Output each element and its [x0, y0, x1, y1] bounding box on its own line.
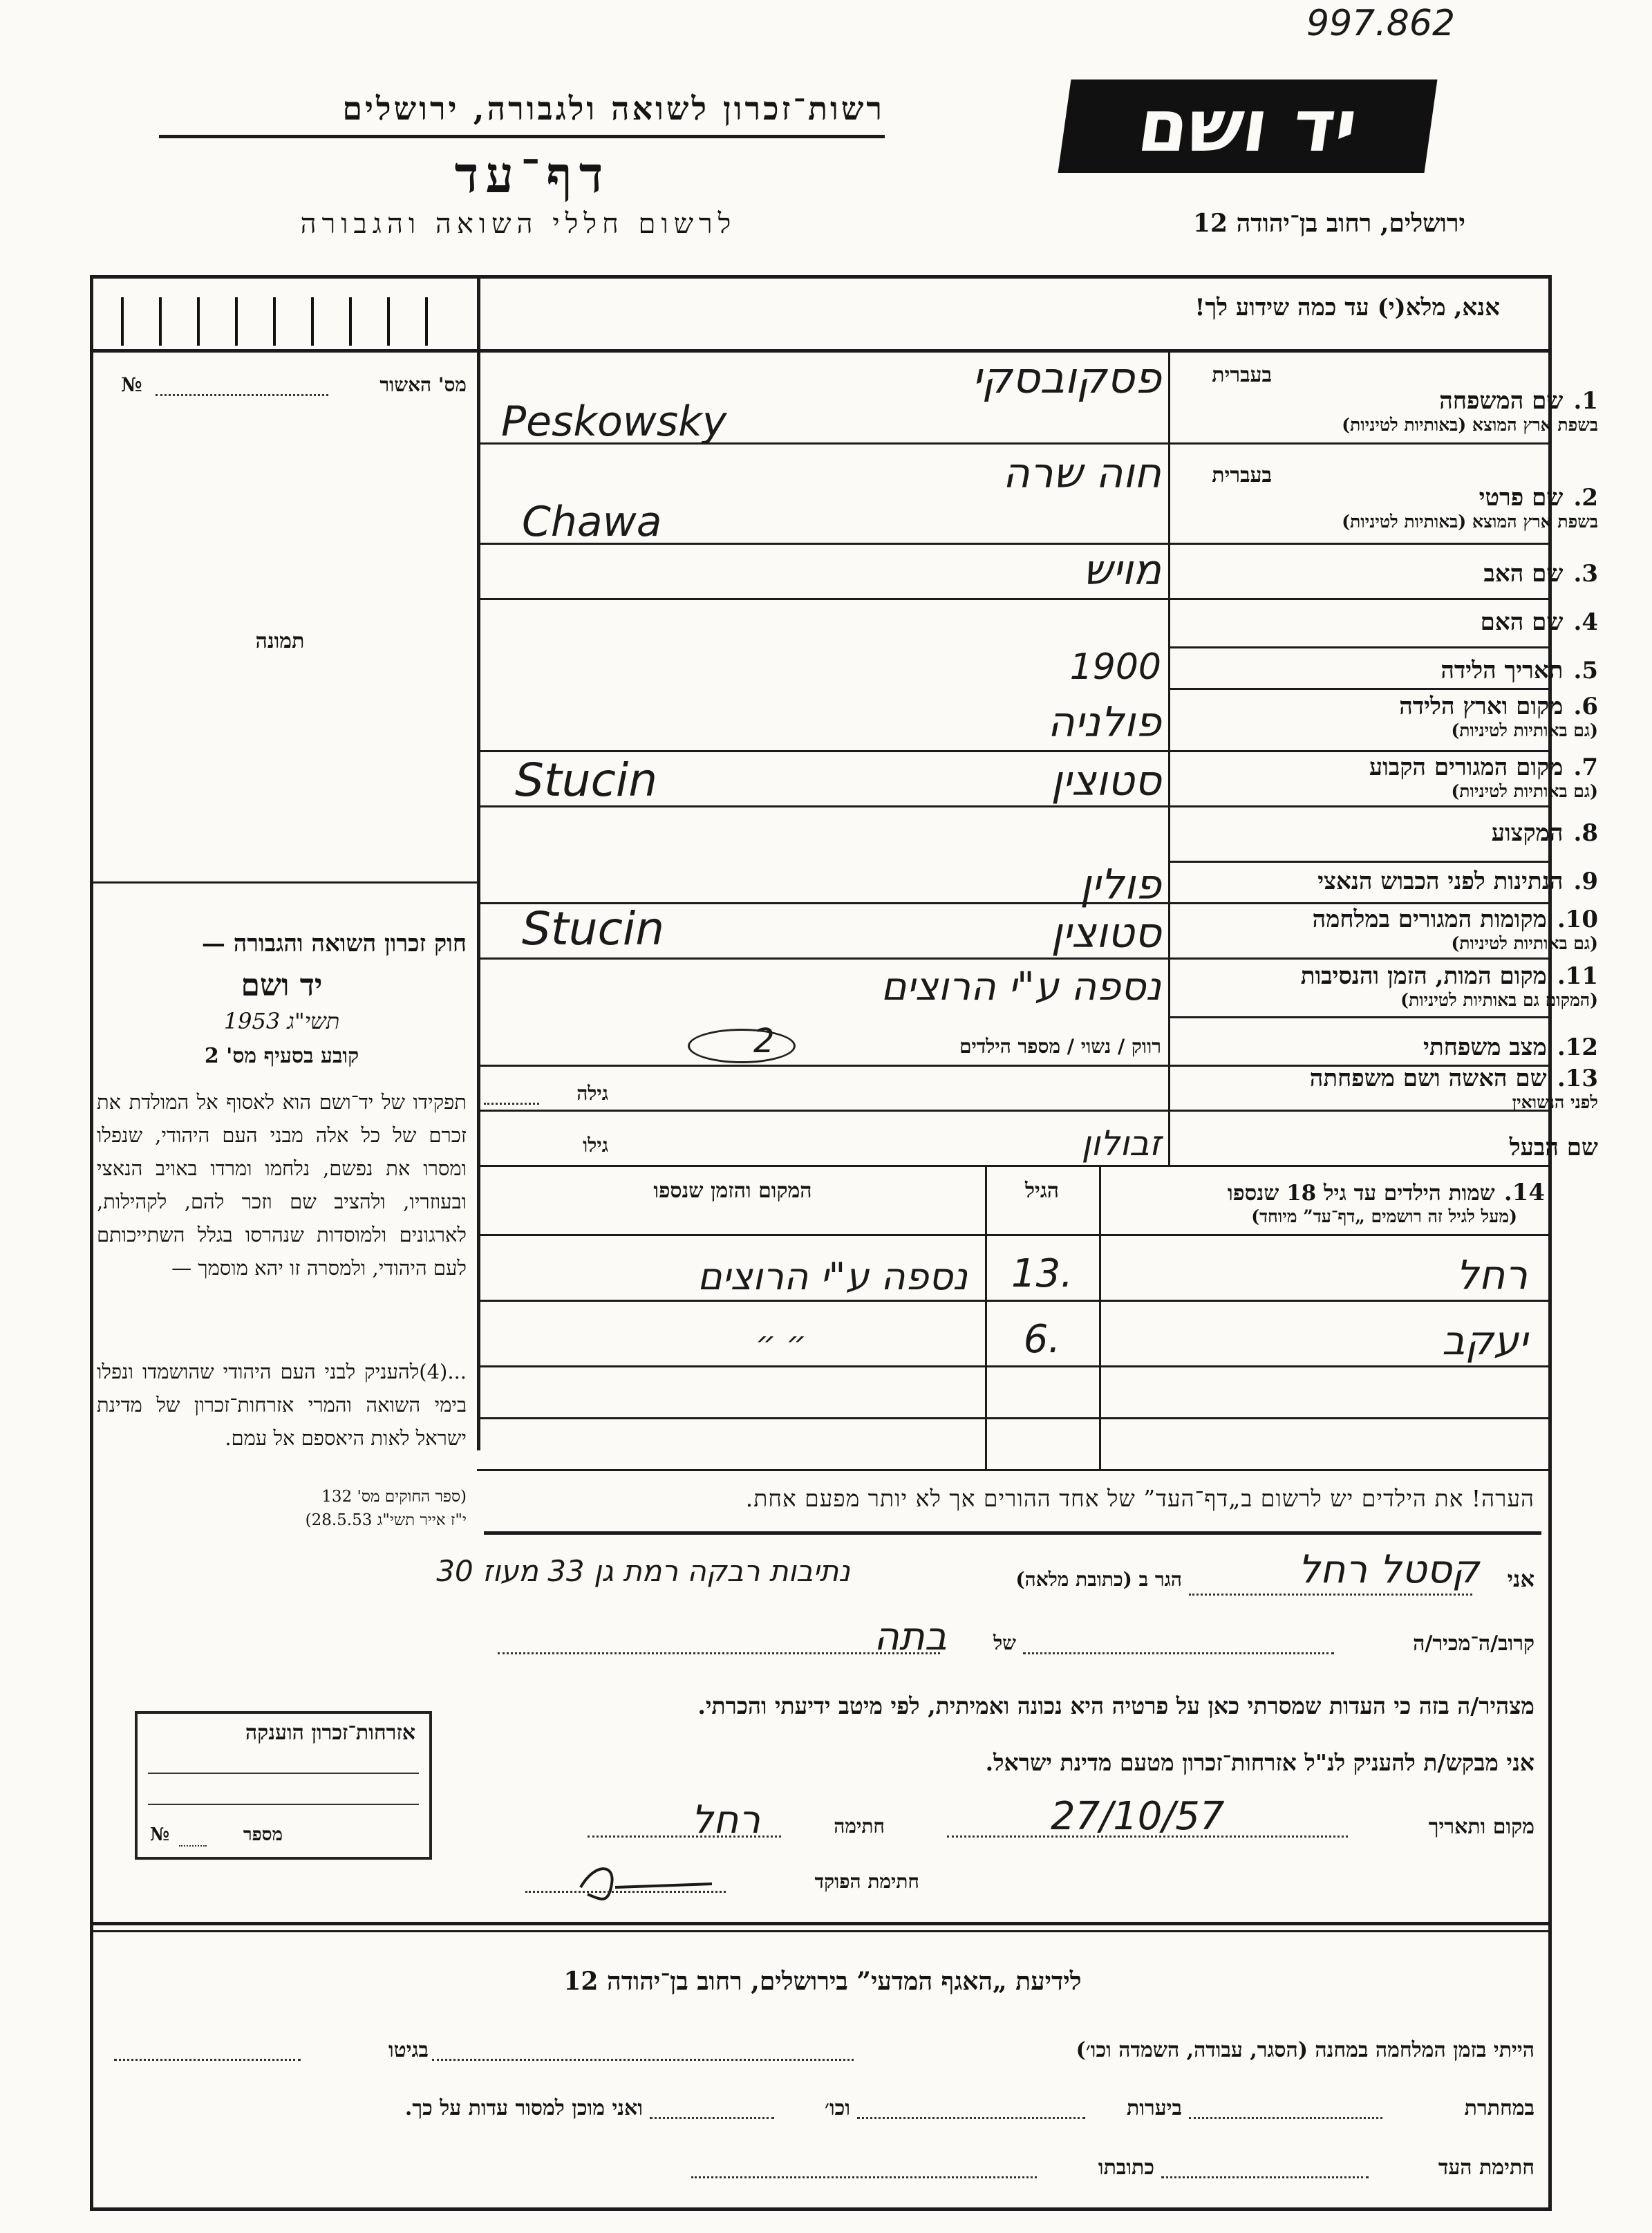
- inspector-signature-scribble: [574, 1860, 719, 1901]
- field-4-label: שם האם: [1480, 608, 1564, 636]
- certificate-box: [135, 1711, 432, 1860]
- children-header-name-text: שמות הילדים עד גיל 18 שנספו: [1227, 1181, 1495, 1206]
- field-5-num: 5.: [1573, 657, 1598, 684]
- decl-statement: מצהיר/ה בזה כי העדות שמסרתי כאן על פרטיה היא נכונה ואמיתית, לפי מיטב ידיעתי והכרתי.: [697, 1692, 1534, 1719]
- row-rule-11: [1168, 1016, 1552, 1018]
- decl-relation-label: קרוב/ה־מכיר/ה: [1413, 1632, 1534, 1656]
- law-reference-1: (ספר החוקים מס' 132: [321, 1488, 467, 1506]
- children-bottom-rule: [477, 1469, 1552, 1471]
- field-12-value[interactable]: 2: [753, 1022, 775, 1061]
- footer-line2-c: וכו׳: [825, 2096, 850, 2120]
- field-2-value-hebrew[interactable]: חוה שרה: [1002, 449, 1161, 498]
- decl-relation-value[interactable]: בתה: [874, 1614, 947, 1659]
- field-marital-status-label: [1273, 1034, 1598, 1061]
- field-6-value[interactable]: פולניה: [1047, 698, 1161, 747]
- footer-top-rule-2: [90, 1930, 1552, 1932]
- field-12-label: מצב משפחתי: [1423, 1034, 1547, 1061]
- footer-line2-blank-3[interactable]: [650, 2117, 774, 2119]
- field-3-num: 3.: [1573, 560, 1598, 588]
- note-bottom-rule: [484, 1531, 1541, 1535]
- field-9-num: 9.: [1573, 868, 1598, 895]
- children-divider-right: [1099, 1165, 1101, 1469]
- decl-of-label: של: [993, 1632, 1016, 1654]
- children-divider-left: [985, 1165, 987, 1469]
- field-7-sub: (גם באותיות לטיניות): [1451, 781, 1598, 801]
- approval-number-line: [156, 394, 328, 396]
- footer-line2-blank-2[interactable]: [857, 2117, 1085, 2119]
- decl-name-value[interactable]: קסטל רחל: [1297, 1547, 1479, 1592]
- field-family-name-label: [1273, 387, 1598, 436]
- law-logo: יד ושם: [241, 968, 323, 1003]
- field-13-num: 13.: [1557, 1065, 1598, 1092]
- field-father-name-label: [1273, 560, 1598, 588]
- footer-line3-b: כתובתו: [1098, 2156, 1154, 2180]
- footer-line2-b: ביערות: [1126, 2096, 1182, 2120]
- row-rule-4: [1168, 646, 1552, 648]
- form-title: דף־עד: [454, 145, 610, 204]
- number-ticks: [121, 297, 467, 346]
- field-citizenship-label: [1273, 868, 1598, 895]
- decl-request: אני מבקש/ת להעניק לנ"ל אזרחות־זכרון מטעם מדינת ישראל.: [985, 1749, 1534, 1776]
- yad-vashem-logo: [1058, 80, 1438, 173]
- children-header-name: [1106, 1179, 1545, 1227]
- field-8-num: 8.: [1573, 819, 1598, 847]
- law-reference-2: י"ז אייר תשי"ג 28.5.53): [305, 1511, 467, 1529]
- child-1-place[interactable]: נספה ע"י הרוצים: [697, 1255, 968, 1298]
- field-10-num: 10.: [1557, 906, 1598, 933]
- authority-underline: [159, 135, 885, 138]
- field-1-value-latin[interactable]: Peskowsky: [501, 398, 727, 446]
- field-residence-label: [1273, 754, 1598, 802]
- row-rule-14: [477, 1165, 1552, 1167]
- archive-number: 997.862: [1306, 3, 1456, 44]
- decl-signature-value[interactable]: רחל: [691, 1797, 760, 1842]
- field-2-hebrew-tag: בעברית: [1212, 463, 1272, 487]
- decl-of-line: [498, 1652, 940, 1654]
- child-1-name[interactable]: רחל: [1456, 1251, 1528, 1298]
- law-body: תפקידו של יד־ושם הוא לאסוף אל המולדת את זכרם של כל אלה מבני העם היהודי, שנפלו ומסרו את נפשם, נלחמו ומרדו באויב הנאצי ובעוזריו, ולהציב שם וזכר להם, לקהילות, לארגונים ולמוסדות שנהרסו בגלל השתייכותם לעם היהודי, ולמסרה זו יהא מוסמך —: [97, 1090, 467, 1280]
- field-10-label: מקומות המגורים במלחמה: [1312, 906, 1547, 933]
- certificate-line-1: [148, 1773, 419, 1774]
- child-1-age[interactable]: 13.: [1011, 1251, 1073, 1296]
- footer-line1-a: הייתי בזמן המלחמה במחנה (הסגר, עבודה, השמדה וכו׳): [1076, 2038, 1534, 2062]
- decl-signature-line: [588, 1835, 781, 1838]
- footer-top-rule: [90, 1922, 1552, 1925]
- field-10-value[interactable]: סטוצין: [1051, 909, 1161, 957]
- field-1-num: 1.: [1573, 387, 1598, 415]
- certificate-number-line[interactable]: [179, 1845, 207, 1847]
- field-2-sub: בשפת ארץ המוצא (באותיות לטיניות): [1342, 512, 1598, 532]
- field-11-value[interactable]: נספה ע"י הרוצים: [881, 964, 1161, 1009]
- field-12-options: רווק / נשוי / מספר הילדים: [959, 1035, 1161, 1058]
- law-year-hebrew: תשי"ג: [287, 1008, 340, 1034]
- field-1-value-hebrew[interactable]: פסקובסקי: [972, 353, 1161, 403]
- decl-signature-label: חתימה: [834, 1815, 885, 1838]
- field-13-age-label: גילה: [576, 1082, 608, 1105]
- field-2-label: שם פרטי: [1479, 484, 1564, 512]
- decl-place-date-line: [947, 1835, 1348, 1838]
- field-6-num: 6.: [1573, 693, 1598, 720]
- footer-line3-blank-1[interactable]: [1161, 2176, 1369, 2178]
- field-5-value[interactable]: 1900: [1069, 646, 1161, 688]
- children-header-age: הגיל: [1024, 1179, 1060, 1203]
- field-13-age-line[interactable]: [484, 1103, 539, 1105]
- footer-line3-a: חתימת העד: [1438, 2156, 1534, 2180]
- footer-line2-a: במחתרת: [1464, 2096, 1534, 2120]
- law-year: [97, 1008, 467, 1034]
- decl-inspector-label: חתימת הפוקד: [814, 1870, 919, 1893]
- logo-text: יד ושם: [1133, 84, 1363, 168]
- decl-relation-line: [1023, 1652, 1334, 1654]
- field-wartime-residence-label: [1273, 906, 1598, 954]
- field-2-num: 2.: [1573, 484, 1598, 512]
- field-mother-name-label: [1273, 608, 1598, 636]
- certificate-title: אזרחות־זכרון הוענקה: [245, 1721, 415, 1745]
- row-rule-5: [1168, 688, 1552, 690]
- label-column-divider: [1168, 349, 1170, 1165]
- field-wife-name-label: [1273, 1065, 1598, 1113]
- field-occupation-label: [1273, 819, 1598, 847]
- children-header-place: המקום והזמן שנספו: [653, 1179, 812, 1203]
- field-3-label: שם האב: [1483, 560, 1564, 588]
- field-1-label: שם המשפחה: [1439, 387, 1564, 415]
- field-13-sub: לפני הנשואין: [1512, 1092, 1598, 1112]
- law-clause: קובע בסעיף מס' 2: [204, 1044, 359, 1068]
- field-5-label: תאריך הלידה: [1440, 657, 1564, 684]
- decl-i-label: אני: [1507, 1566, 1534, 1592]
- field-4-num: 4.: [1573, 608, 1598, 636]
- field-birth-date-label: [1273, 657, 1598, 684]
- decl-place-date-value[interactable]: 27/10/57: [1051, 1794, 1225, 1839]
- children-row-rule-1: [477, 1300, 1552, 1302]
- field-death-place-label: [1273, 962, 1598, 1011]
- field-12-circle: [688, 1029, 796, 1063]
- photo-label: תמונה: [255, 629, 305, 653]
- decl-address-value[interactable]: נתיבות רבקה רמת גן 33 מעוז 30: [436, 1554, 850, 1588]
- field-husband-age-label: גילו: [583, 1134, 608, 1157]
- field-13-label: שם האשה ושם משפחתה: [1309, 1065, 1547, 1092]
- child-2-place[interactable]: ״ ״: [755, 1324, 807, 1361]
- footer-heading: לידיעת „האגף המדעי” בירושלים, רחוב בן־יהודה 12: [563, 1967, 1082, 1996]
- decl-name-line: [1189, 1594, 1472, 1596]
- children-header-note: (מעל לגיל זה רושמים „דף־עד” מיוחד): [1251, 1206, 1517, 1226]
- field-7-value-latin[interactable]: Stucin: [515, 754, 658, 807]
- field-given-name-label: [1273, 484, 1598, 532]
- certificate-number-label: מספר: [243, 1824, 283, 1845]
- inspector-signature-mark: [574, 1860, 719, 1901]
- children-header-rule: [477, 1234, 1552, 1236]
- decl-inspector-line: [525, 1891, 726, 1893]
- field-husband-value[interactable]: זבולון: [1081, 1123, 1161, 1164]
- field-7-num: 7.: [1573, 754, 1598, 781]
- field-9-value[interactable]: פולין: [1080, 861, 1161, 909]
- authority-name: רשות־זכרון לשואה ולגבורה, ירושלים: [342, 90, 885, 127]
- field-6-label: מקום וארץ הלידה: [1399, 693, 1564, 720]
- field-11-label: מקום המות, הזמן והנסיבות: [1300, 962, 1547, 990]
- field-10-sub: (גם באותיות לטיניות): [1451, 933, 1598, 953]
- field-8-label: המקצוע: [1491, 819, 1564, 847]
- footer-line1-b: בגיטו: [388, 2038, 429, 2062]
- law-year-number: 1953: [223, 1008, 281, 1034]
- certificate-line-2: [148, 1804, 419, 1805]
- field-11-sub: (המקום גם באותיות לטיניות): [1400, 990, 1598, 1010]
- value-left-divider: [477, 349, 479, 1165]
- row-rule-8: [1168, 861, 1552, 863]
- field-12-num: 12.: [1557, 1034, 1598, 1061]
- child-2-age[interactable]: 6.: [1023, 1317, 1061, 1362]
- law-body-2: ...(4)להעניק לבני העם היהודי שהושמדו ונפלו בימי השואה והמרי אזרחות־זכרון של מדינת ישראל לאות היאספם אל עמם.: [97, 1360, 467, 1450]
- decl-place-date-label: מקום ותאריך: [1428, 1815, 1534, 1839]
- note-text: הערה! את הילדים יש לרשום ב„דף־העד” של אחד ההורים אך לא יותר מפעם אחת.: [745, 1485, 1534, 1512]
- field-10-value-latin[interactable]: Stucin: [522, 902, 665, 955]
- children-row-rule-3: [477, 1417, 1552, 1419]
- footer-line3-blank-2[interactable]: [691, 2176, 1037, 2178]
- field-7-value[interactable]: סטוצין: [1051, 757, 1161, 805]
- field-husband-label: שם הבעל: [1509, 1134, 1598, 1161]
- footer-line2-d: ואני מוכן למסור עדות על כך.: [404, 2096, 643, 2120]
- field-3-value[interactable]: מויש: [1082, 546, 1161, 595]
- field-husband-name-label: [1273, 1134, 1598, 1161]
- decl-residing-label: הגר ב (כתובת מלאה): [1015, 1568, 1182, 1591]
- instructions: אנא, מלא(י) עד כמה שידוע לך!: [1194, 294, 1500, 321]
- law-title: חוק זכרון השואה והגבורה —: [201, 930, 467, 957]
- row-rule-6: [477, 750, 1552, 752]
- footer-line1-blank-2[interactable]: [114, 2059, 301, 2061]
- children-row-rule-2: [477, 1365, 1552, 1367]
- approval-no-label: №: [121, 373, 142, 396]
- approval-number-label: מס' האשור: [379, 373, 467, 396]
- footer-line1-blank[interactable]: [432, 2059, 854, 2061]
- field-9-label: הנתינות לפני הכבוש הנאצי: [1317, 868, 1564, 895]
- field-7-label: מקום המגורים הקבוע: [1369, 754, 1564, 781]
- row-rule-10: [477, 957, 1552, 960]
- certificate-no-label: №: [150, 1824, 170, 1845]
- field-birth-place-label: [1273, 693, 1598, 741]
- row-rule-3: [477, 598, 1552, 600]
- field-11-num: 11.: [1557, 962, 1598, 990]
- field-2-value-latin[interactable]: Chawa: [522, 498, 662, 546]
- child-2-name[interactable]: יעקב: [1442, 1317, 1528, 1364]
- field-1-sub: בשפת ארץ המוצא (באותיות לטיניות): [1342, 415, 1598, 435]
- children-num: 14.: [1503, 1179, 1545, 1206]
- form-subtitle: לרשום חללי השואה והגבורה: [300, 208, 737, 240]
- address: ירושלים, רחוב בן־יהודה 12: [1192, 209, 1465, 238]
- photo-bottom-rule: [90, 881, 478, 884]
- field-1-hebrew-tag: בעברית: [1212, 363, 1272, 387]
- footer-line2-blank-1[interactable]: [1189, 2117, 1382, 2119]
- office-top-rule: [90, 349, 1552, 353]
- field-6-sub: (גם באותיות לטיניות): [1451, 720, 1598, 740]
